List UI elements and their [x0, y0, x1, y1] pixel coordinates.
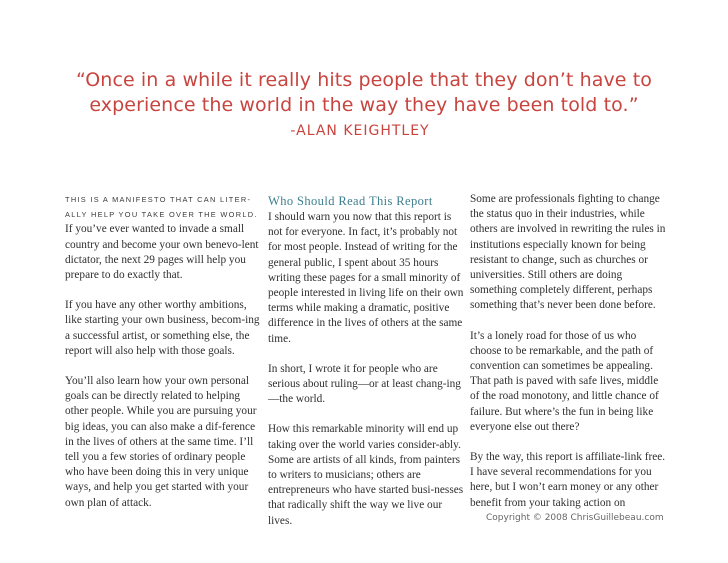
column-3: [470, 192, 666, 526]
quote-line-1: “Once in a while it really hits people that they don’t have to: [75, 69, 652, 91]
paragraph: If you have any other worthy ambitions, like starting your own business, becom-ing a successful artist, or something else, the report will also help with those goals.: [65, 299, 260, 357]
intro-caps-line-1: THIS IS A MANIFESTO THAT CAN LITER-: [65, 195, 252, 204]
paragraph: You’ll also learn how your own personal goals can be directly related to helping other people. While you are pursuing your big ideas, you can also make a dif-ference in the lives of others at the same time. I’ll tell you a few stories of ordinary people who have been doing this in very unique ways, and help you get started with your own plan of attack.: [65, 375, 257, 509]
quote-line-2: experience the world in the way they have been told to.”: [89, 94, 639, 116]
paragraph: How this remarkable minority will end up taking over the world varies consider-ably. Some are artists of all kinds, from painters to writers to musicians; others are entrepreneurs who have started busi-nesses that radically shift the way we live our lives.: [268, 423, 464, 527]
paragraph: In short, I wrote it for people who are serious about ruling—or at least chang-ing—the world.: [268, 362, 461, 406]
quote-author: -ALAN KEIGHTLEY: [290, 123, 430, 139]
intro-caps-line-2: ALLY HELP YOU TAKE OVER THE WORLD.: [65, 210, 258, 220]
pull-quote: [40, 68, 688, 118]
paragraph: By the way, this report is affiliate-link free. I have several recommendations for you here, but I won’t earn money or any other benefit from your taking action on: [470, 451, 666, 509]
column-2: [268, 192, 464, 544]
paragraph: If you’ve ever wanted to invade a small country and become your own benevo-lent dictator, the next 29 pages will help you prepare to do exactly that.: [65, 223, 259, 282]
copyright-notice: Copyright © 2008 ChrisGuillebeau.com: [486, 513, 664, 523]
paragraph: I should warn you now that this report is not for everyone. In fact, it’s probably not for most people. Instead of writing for the general public, I spent about 35 hours writing these pages for a small minority of people interested in living life on their own terms while making a dramatic, positive difference in the lives of others at the same time.: [268, 211, 464, 345]
column-1: [65, 192, 261, 526]
section-heading: Who Should Read This Report: [268, 194, 433, 208]
paragraph: It’s a lonely road for those of us who choose to be remarkable, and the path of convention can sometimes be appealing. That path is paved with safe lives, middle of the road monotony, and little chance of failure. But where’s the fun in being like everyone else out there?: [470, 329, 659, 433]
paragraph: Some are professionals fighting to change the status quo in their industries, while others are involved in rewriting the rules in institutions especially known for being resistant to change, such as churches or universities. Still others are doing something completely different, perhaps something that’s never been done before.: [470, 193, 666, 312]
